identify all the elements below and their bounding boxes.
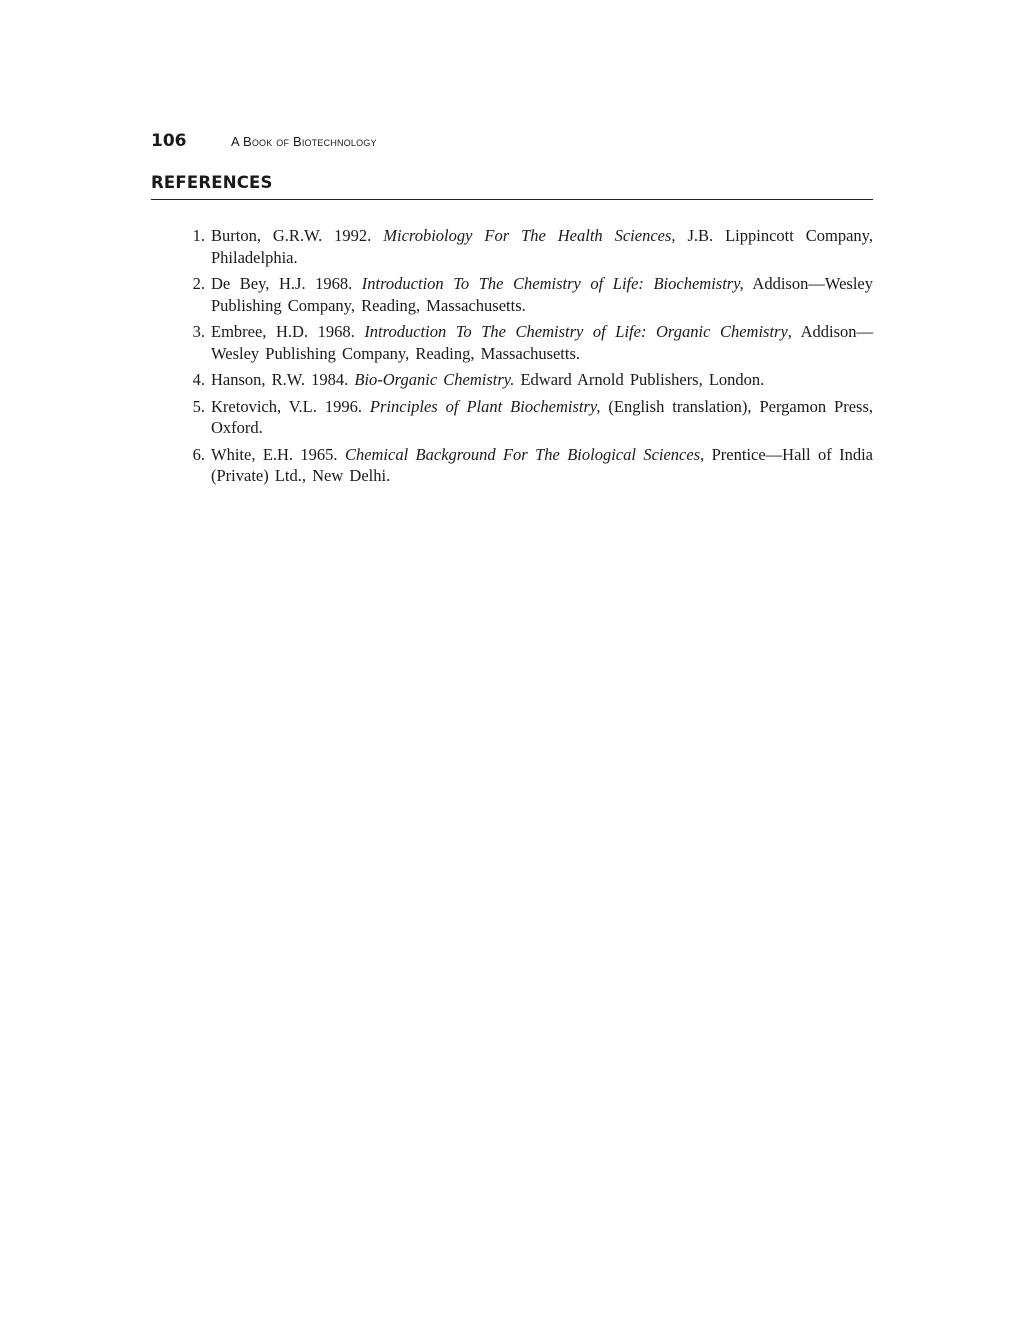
reference-publisher: (English translation), Pergamon Press, Oxford. bbox=[211, 396, 874, 437]
reference-publisher: Edward Arnold Publishers, London. bbox=[514, 370, 765, 389]
page-number: 106 bbox=[151, 131, 187, 151]
reference-author-year: Burton, G.R.W. 1992. bbox=[211, 226, 384, 245]
reference-text bbox=[211, 321, 873, 364]
reference-author-year: De Bey, H.J. 1968. bbox=[211, 274, 362, 293]
reference-item bbox=[151, 225, 873, 268]
reference-number: 1. bbox=[192, 226, 205, 245]
reference-item bbox=[151, 273, 873, 316]
reference-author-year: White, E.H. 1965. bbox=[211, 444, 345, 464]
reference-number: 2. bbox=[192, 274, 205, 293]
reference-text bbox=[211, 369, 873, 391]
reference-item bbox=[151, 369, 873, 391]
reference-number: 6. bbox=[192, 444, 205, 464]
reference-text bbox=[211, 273, 873, 316]
reference-title: Principles of Plant Biochemistry, bbox=[369, 396, 601, 416]
reference-title: Microbiology For The Health Sciences, bbox=[383, 226, 676, 245]
reference-item bbox=[151, 396, 873, 439]
reference-title: Chemical Background For The Biological Sciences, bbox=[344, 444, 705, 464]
reference-item bbox=[151, 321, 873, 364]
reference-publisher: Addison—Wesley Publishing Company, Reading, Massachusetts. bbox=[211, 274, 873, 315]
reference-author-year: Embree, H.D. 1968. bbox=[211, 322, 365, 341]
reference-item bbox=[151, 444, 873, 487]
reference-text bbox=[211, 444, 873, 487]
reference-publisher: , Addison—Wesley Publishing Company, Reading, Massachusetts. bbox=[211, 322, 873, 363]
running-head bbox=[151, 131, 873, 155]
reference-title: Introduction To The Chemistry of Life: Organic Chemistry bbox=[364, 322, 788, 341]
reference-number: 3. bbox=[192, 322, 205, 341]
reference-publisher: Prentice—Hall of India (Private) Ltd., New Delhi. bbox=[211, 444, 873, 485]
reference-number: 4. bbox=[192, 370, 205, 389]
reference-publisher: J.B. Lippincott Company, Philadelphia. bbox=[211, 226, 873, 267]
reference-author-year: Kretovich, V.L. 1996. bbox=[211, 396, 370, 416]
section-heading: REFERENCES bbox=[151, 173, 873, 200]
reference-list bbox=[151, 225, 873, 492]
reference-title: Introduction To The Chemistry of Life: Biochemistry, bbox=[361, 274, 744, 293]
book-title: A Book of Biotechnology bbox=[231, 134, 377, 149]
reference-text bbox=[211, 396, 873, 439]
reference-title: Bio-Organic Chemistry. bbox=[354, 370, 515, 389]
reference-text bbox=[211, 225, 873, 268]
reference-author-year: Hanson, R.W. 1984. bbox=[211, 370, 355, 389]
reference-number: 5. bbox=[192, 396, 205, 416]
